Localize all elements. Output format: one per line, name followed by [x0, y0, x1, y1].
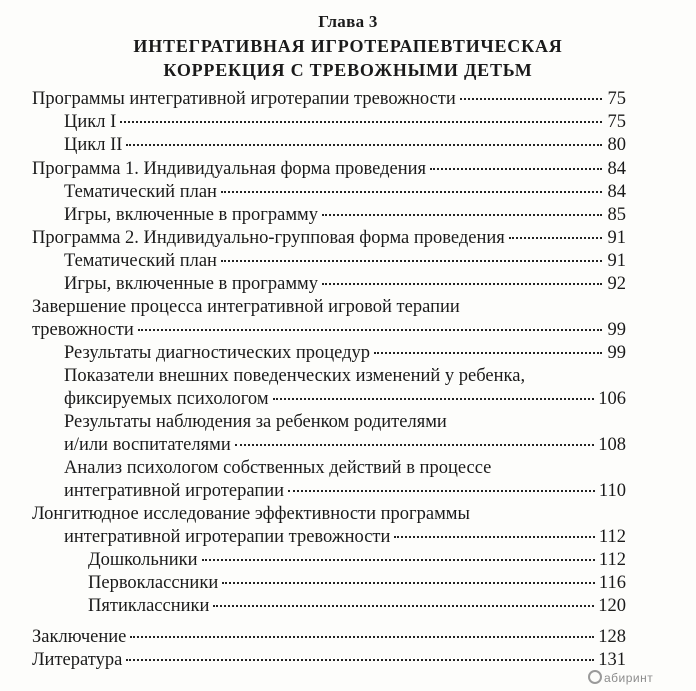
- toc-entry-label: Литература: [32, 650, 123, 670]
- toc-entry-page: 128: [598, 627, 626, 647]
- toc-entry: [64, 111, 626, 133]
- toc-entry: [32, 649, 626, 671]
- toc-entry-label: тревожности: [32, 320, 134, 340]
- toc-entry-label: Тематический план: [64, 251, 217, 271]
- chapter-title-line-1: ИНТЕГРАТИВНАЯ ИГРОТЕРАПЕВТИЧЕСКАЯ: [133, 36, 563, 56]
- toc-entry-page: 112: [598, 527, 626, 547]
- leader-dots: [322, 214, 602, 216]
- toc-entry-page: 110: [598, 481, 626, 501]
- toc-entry-label: интегративной игротерапии тревожности: [64, 527, 391, 547]
- toc-entry: [64, 134, 626, 156]
- leader-dots: [273, 398, 595, 400]
- toc-entry-label-line-1: Результаты наблюдения за ребенком родителями: [64, 412, 447, 432]
- leader-dots: [221, 260, 602, 262]
- toc-entry-label: Тематический план: [64, 182, 217, 202]
- toc-entry-page: 80: [607, 135, 626, 155]
- toc-entry: [32, 526, 626, 548]
- toc-entry-page: 84: [607, 159, 626, 179]
- toc-entry-page: 91: [607, 251, 626, 271]
- toc-entry: [32, 88, 626, 110]
- toc-entry-label: Игры, включенные в программу: [64, 205, 319, 225]
- toc-entry-label: Результаты диагностических процедур: [64, 343, 371, 363]
- leader-dots: [130, 636, 594, 638]
- toc-entry-label: и/или воспитателями: [64, 435, 231, 455]
- toc-entry-label: Игры, включенные в программу: [64, 274, 319, 294]
- toc-entry-page: 99: [607, 320, 626, 340]
- chapter-number: Глава 3: [318, 12, 378, 31]
- toc-entry-page: 108: [598, 435, 626, 455]
- toc-entry: [64, 480, 626, 502]
- leader-dots: [126, 144, 602, 146]
- leader-dots: [213, 605, 594, 607]
- toc-entry-label: фиксируемых психологом: [64, 389, 269, 409]
- toc-entry-page: 75: [607, 112, 626, 132]
- leader-dots: [288, 490, 595, 492]
- toc-entry-label: интегративной игротерапии: [64, 481, 285, 501]
- leader-dots: [509, 237, 602, 239]
- leader-dots: [126, 659, 594, 661]
- toc-entry-page: 92: [607, 274, 626, 294]
- leader-dots: [394, 536, 595, 538]
- toc-entry-page: 120: [598, 596, 626, 616]
- toc-entry-page: 85: [607, 205, 626, 225]
- toc-entry-page: 99: [607, 343, 626, 363]
- toc-entry: [32, 626, 626, 648]
- toc-entry-label: Цикл II: [64, 135, 123, 155]
- leader-dots: [222, 582, 595, 584]
- toc-entry-page: 116: [598, 573, 626, 593]
- leader-dots: [138, 329, 602, 331]
- leader-dots: [430, 168, 602, 170]
- toc-entry-page: 112: [598, 550, 626, 570]
- toc-entry-page: 84: [607, 182, 626, 202]
- leader-dots: [460, 98, 602, 100]
- toc-entry: [64, 342, 626, 364]
- toc-entry-label-line-1: Показатели внешних поведенческих изменений у ребенка,: [64, 366, 526, 386]
- watermark-text: абиринт: [604, 671, 654, 685]
- watermark-logo-icon: [588, 670, 602, 684]
- toc-entry: [64, 181, 626, 203]
- toc-entry-label: Дошкольники: [88, 550, 198, 570]
- leader-dots: [235, 444, 595, 446]
- toc-entry: [64, 273, 626, 295]
- toc-entry: [64, 434, 626, 456]
- watermark: [588, 670, 653, 685]
- toc-entry-page: 91: [607, 228, 626, 248]
- toc-entry: [64, 250, 626, 272]
- toc-entry: [32, 319, 626, 341]
- leader-dots: [322, 283, 602, 285]
- toc-entry-label: Программа 1. Индивидуальная форма проведения: [32, 159, 427, 179]
- toc-entry: [32, 227, 626, 249]
- leader-dots: [374, 352, 602, 354]
- leader-dots: [120, 121, 602, 123]
- toc-entry-label: Заключение: [32, 627, 127, 647]
- toc-entry-label: Программа 2. Индивидуально-групповая форма проведения: [32, 228, 505, 248]
- toc-entry: [64, 204, 626, 226]
- toc-entry-page: 75: [607, 89, 626, 109]
- toc-entry: [88, 549, 626, 571]
- toc-entry-label: Пятиклассники: [88, 596, 210, 616]
- toc-entry-page: 106: [598, 389, 626, 409]
- toc-entry-label: Программы интегративной игротерапии тревожности: [32, 89, 456, 109]
- leader-dots: [221, 191, 602, 193]
- toc-entry-label: Первоклассники: [88, 573, 219, 593]
- toc-entry-label-line-1: Завершение процесса интегративной игровой терапии: [32, 297, 460, 317]
- toc-entry: [88, 595, 626, 617]
- leader-dots: [202, 559, 595, 561]
- toc-entry-page: 131: [598, 650, 626, 670]
- chapter-title-line-2: КОРРЕКЦИЯ С ТРЕВОЖНЫМИ ДЕТЬМ: [163, 60, 533, 80]
- toc-entry-label-line-1: Анализ психологом собственных действий в процессе: [64, 458, 492, 478]
- toc-entry: [64, 388, 626, 410]
- toc-entry-label: Цикл I: [64, 112, 117, 132]
- toc-entry-label-line-1: Лонгитюдное исследование эффективности программы: [32, 504, 470, 524]
- toc-entry: [88, 572, 626, 594]
- toc-entry: [32, 158, 626, 180]
